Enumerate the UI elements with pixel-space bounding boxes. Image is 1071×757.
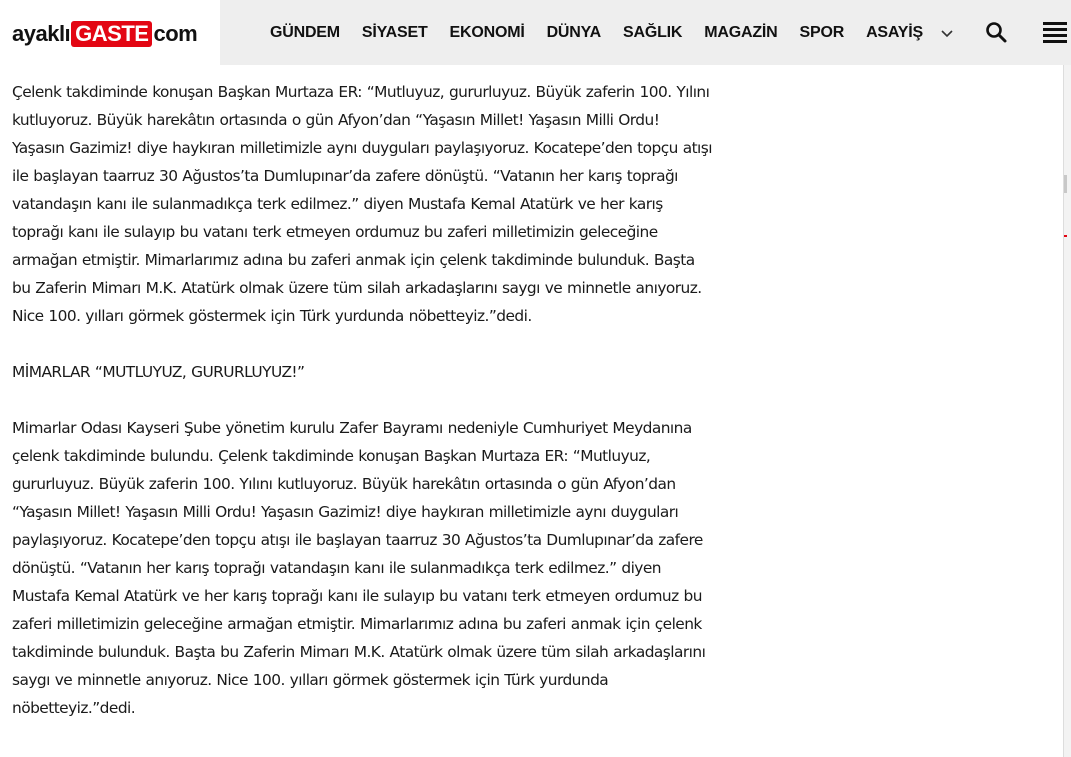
nav-item-ekonomi[interactable]: EKONOMİ <box>449 24 525 41</box>
article-paragraph: Mimarlar Odası Kayseri Şube yönetim kurulu Zafer Bayramı nedeniyle Cumhuriyet Meydanına çelenk takdiminde bulundu. Çelenk takdiminde konuşan Başkan Murtaza ER: “Mutluyuz, gururluyuz. Büyük zaferin 100. Yılını kutluyoruz. Büyük harekâtın ortasında o gün Afyon’dan “Yaşasın Millet! Yaşasın Milli Ordu! Yaşasın Gazimiz! diye haykıran milletimizle aynı duyguları paylaşıyoruz. Kocatepe’den topçu atışı ile başlayan taarruz 30 Ağustos’ta Dumlupınar’da zafere dönüştü. “Vatanın her karış toprağı vatandaşın kanı ile sulanmadıkça terk edilmez.” diyen Mustafa Kemal Atatürk ve her karış toprağı kanı ile sulayıp bu vatanı terk etmeyen ordumuz bu zaferi milletimizin geleceğine armağan etmiştir. Mimarlarımız adına bu zaferi anmak için çelenk takdiminde bulunduk. Başta bu Zaferin Mimarı M.K. Atatürk olmak üzere tüm silah arkadaşlarını saygı ve minnetle anıyoruz. Nice 100. yılları görmek göstermek için Türk yurdunda nöbetteyiz.”dedi. <box>12 419 706 717</box>
logo-box[interactable] <box>0 0 220 65</box>
search-icon[interactable] <box>984 20 1008 44</box>
article-paragraph: Çelenk takdiminde konuşan Başkan Murtaza ER: “Mutluyuz, gururluyuz. Büyük zaferin 100. Yılını kutluyoruz. Büyük harekâtın ortasında o gün Afyon’dan “Yaşasın Millet! Yaşasın Milli Ordu! Yaşasın Gazimiz! diye haykıran milletimizle aynı duyguları paylaşıyoruz. Kocatepe’den topçu atışı ile başlayan taarruz 30 Ağustos’ta Dumlupınar’da zafere dönüştü. “Vatanın her karış toprağı vatandaşın kanı ile sulanmadıkça terk edilmez.” diyen Mustafa Kemal Atatürk ve her karış toprağı kanı ile sulayıp bu vatanı terk etmeyen ordumuz bu zaferi milletimizin geleceğine armağan etmiştir. Mimarlarımız adına bu zaferi anmak için çelenk takdiminde bulunduk. Başta bu Zaferin Mimarı M.K. Atatürk olmak üzere tüm silah arkadaşlarını saygı ve minnetle anıyoruz. Nice 100. yılları görmek göstermek için Türk yurdunda nöbetteyiz.”dedi. <box>12 83 712 325</box>
nav-item-gundem[interactable]: GÜNDEM <box>270 24 340 41</box>
site-logo[interactable] <box>12 20 197 48</box>
article-body <box>12 78 712 750</box>
nav-item-saglik[interactable]: SAĞLIK <box>623 24 683 41</box>
nav-item-spor[interactable]: SPOR <box>799 24 845 41</box>
scrollbar-thumb[interactable] <box>1064 175 1067 193</box>
site-header <box>0 0 1071 65</box>
article-content <box>0 65 715 757</box>
hamburger-menu-icon[interactable] <box>1042 20 1068 44</box>
nav-item-dunya[interactable]: DÜNYA <box>546 24 601 41</box>
sidebar-scrollbar[interactable] <box>1063 65 1071 757</box>
article-subheading: MİMARLAR “MUTLUYUZ, GURURLUYUZ!” <box>12 363 305 381</box>
nav-item-magazin[interactable]: MAGAZİN <box>704 24 778 41</box>
logo-text-com: com <box>153 21 198 46</box>
nav-item-siyaset[interactable]: SİYASET <box>361 24 428 41</box>
main-nav <box>270 20 957 46</box>
logo-text-gaste: GASTE <box>71 21 152 47</box>
chevron-down-icon[interactable] <box>937 23 957 43</box>
logo-text-ayakli: ayaklı <box>12 21 71 46</box>
scrollbar-marker <box>1064 235 1067 237</box>
nav-item-asayis[interactable]: ASAYİŞ <box>866 24 923 41</box>
right-sidebar <box>715 65 1071 757</box>
